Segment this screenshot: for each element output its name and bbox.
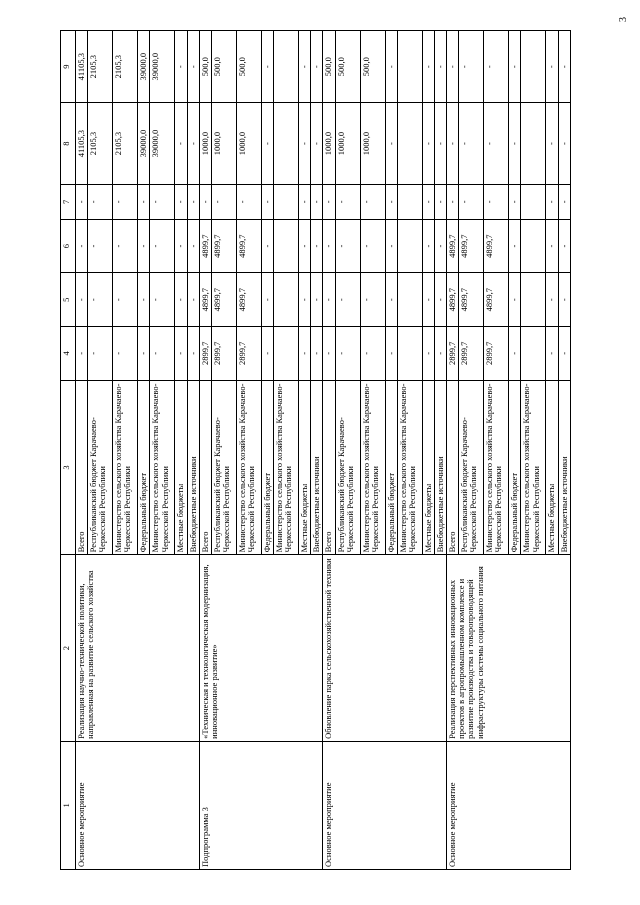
value-cell: - (484, 184, 509, 219)
value-cell: - (335, 184, 360, 219)
value-cell: - (187, 184, 199, 219)
funding-source-cell: Внебюджетные источники (187, 380, 199, 555)
funding-source-cell: Республиканский бюджет Карачаево-Черкесской Республики (335, 380, 360, 555)
value-cell: - (509, 219, 521, 273)
value-cell: - (88, 327, 113, 381)
value-cell: 1000,0 (360, 103, 385, 185)
value-cell: - (546, 327, 558, 381)
block-title-cell: Обновление парка сельскохозяйственной техники (323, 555, 447, 741)
value-cell: 41105,3 (76, 31, 88, 103)
value-cell: - (187, 31, 199, 103)
value-cell: - (211, 184, 236, 219)
value-cell: - (76, 327, 88, 381)
value-cell: - (509, 31, 521, 103)
value-cell: 1000,0 (199, 103, 211, 185)
value-cell: - (311, 273, 323, 327)
value-cell: - (558, 327, 570, 381)
value-cell: - (76, 219, 88, 273)
funding-source-cell: Всего (199, 380, 211, 555)
funding-source-cell: Министерство сельского хозяйства Карачаево-Черкесской Республики (274, 380, 299, 555)
value-cell: 4899,7 (236, 219, 261, 273)
value-cell: - (175, 31, 187, 103)
value-cell: - (76, 273, 88, 327)
value-cell: - (509, 184, 521, 219)
value-cell: - (311, 31, 323, 103)
value-cell: 500,0 (323, 31, 335, 103)
value-cell: - (311, 219, 323, 273)
value-cell: - (261, 219, 273, 273)
value-cell: - (509, 103, 521, 185)
funding-source-cell: Внебюджетные источники (434, 380, 446, 555)
value-cell: - (546, 103, 558, 185)
value-cell: - (335, 219, 360, 273)
header-cell: 4 (61, 327, 76, 381)
value-cell: 39000,0 (138, 31, 150, 103)
funding-source-cell: Республиканский бюджет Карачаево-Черкесской Республики (88, 380, 113, 555)
value-cell: - (447, 184, 459, 219)
funding-source-cell: Министерство сельского хозяйства Карачаево-Черкесской Республики (521, 380, 546, 555)
value-cell: - (558, 273, 570, 327)
value-cell: - (434, 184, 446, 219)
value-cell: - (546, 31, 558, 103)
value-cell: - (261, 31, 273, 103)
value-cell: 1000,0 (236, 103, 261, 185)
value-cell (521, 327, 546, 381)
value-cell: 2105,3 (88, 31, 113, 103)
value-cell (521, 31, 546, 103)
value-cell: 2899,7 (459, 327, 484, 381)
value-cell: - (546, 184, 558, 219)
value-cell: 4899,7 (484, 219, 509, 273)
value-cell (397, 219, 422, 273)
value-cell: - (459, 184, 484, 219)
value-cell: 4899,7 (211, 219, 236, 273)
value-cell: - (434, 273, 446, 327)
value-cell: - (113, 327, 138, 381)
value-cell: 500,0 (360, 31, 385, 103)
value-cell: - (311, 103, 323, 185)
value-cell: 500,0 (335, 31, 360, 103)
block-type-cell: Основное мероприятие (323, 741, 447, 869)
value-cell: - (311, 184, 323, 219)
value-cell: - (138, 273, 150, 327)
value-cell: - (422, 327, 434, 381)
value-cell: - (150, 219, 175, 273)
value-cell (397, 103, 422, 185)
value-cell: - (558, 219, 570, 273)
value-cell: - (261, 327, 273, 381)
header-cell: 5 (61, 273, 76, 327)
value-cell: - (113, 273, 138, 327)
value-cell: - (236, 184, 261, 219)
value-cell: - (175, 219, 187, 273)
funding-source-cell: Федеральный бюджет (138, 380, 150, 555)
value-cell: - (113, 184, 138, 219)
value-cell (397, 31, 422, 103)
funding-source-cell: Местные бюджеты (422, 380, 434, 555)
funding-source-cell: Министерство сельского хозяйства Карачаево-Черкесской Республики (150, 380, 175, 555)
block-title-cell: Реализация перспективных инновационных проектов в агропромышленном комплексе и развитие производства и товаропроводящей инфраструктуры системы социального питания (447, 555, 571, 741)
value-cell: 1000,0 (211, 103, 236, 185)
value-cell: 4899,7 (199, 219, 211, 273)
value-cell: - (323, 184, 335, 219)
funding-source-cell: Местные бюджеты (299, 380, 311, 555)
budget-table (60, 30, 571, 870)
value-cell: 1000,0 (335, 103, 360, 185)
table-row (76, 31, 88, 870)
funding-source-cell: Республиканский бюджет Карачаево-Черкесской Республики (459, 380, 484, 555)
value-cell: 4899,7 (211, 273, 236, 327)
value-cell: 500,0 (211, 31, 236, 103)
value-cell: - (261, 103, 273, 185)
value-cell: - (422, 219, 434, 273)
value-cell: 4899,7 (447, 219, 459, 273)
funding-source-cell: Министерство сельского хозяйства Карачаево-Черкесской Республики (360, 380, 385, 555)
value-cell: - (76, 184, 88, 219)
value-cell (521, 219, 546, 273)
value-cell: 1000,0 (323, 103, 335, 185)
value-cell: - (360, 184, 385, 219)
value-cell: 39000,0 (138, 103, 150, 185)
value-cell (274, 103, 299, 185)
value-cell: - (150, 273, 175, 327)
value-cell: 4899,7 (199, 273, 211, 327)
value-cell: - (459, 31, 484, 103)
value-cell: 2105,3 (88, 103, 113, 185)
value-cell: - (558, 103, 570, 185)
value-cell: - (509, 273, 521, 327)
value-cell: 2105,3 (113, 31, 138, 103)
table-row (323, 31, 335, 870)
funding-source-cell: Местные бюджеты (546, 380, 558, 555)
value-cell: - (558, 184, 570, 219)
value-cell: - (261, 184, 273, 219)
value-cell: - (175, 273, 187, 327)
value-cell: - (187, 327, 199, 381)
value-cell: - (323, 327, 335, 381)
value-cell: - (150, 327, 175, 381)
value-cell: - (385, 31, 397, 103)
funding-source-cell: Министерство сельского хозяйства Карачаево-Черкесской Республики (397, 380, 422, 555)
value-cell: - (385, 273, 397, 327)
value-cell: 500,0 (199, 31, 211, 103)
value-cell: - (422, 103, 434, 185)
value-cell: 2899,7 (199, 327, 211, 381)
funding-source-cell: Республиканский бюджет Карачаево-Черкесской Республики (211, 380, 236, 555)
value-cell: - (261, 273, 273, 327)
value-cell: - (434, 327, 446, 381)
value-cell: - (447, 103, 459, 185)
header-cell: 6 (61, 219, 76, 273)
value-cell (274, 184, 299, 219)
value-cell: - (299, 273, 311, 327)
value-cell (521, 103, 546, 185)
header-row (61, 31, 76, 870)
value-cell: 2899,7 (447, 327, 459, 381)
value-cell: - (484, 31, 509, 103)
value-cell: 2899,7 (211, 327, 236, 381)
funding-source-cell: Внебюджетные источники (311, 380, 323, 555)
funding-source-cell: Внебюджетные источники (558, 380, 570, 555)
value-cell: - (299, 219, 311, 273)
value-cell: - (360, 219, 385, 273)
value-cell: - (199, 184, 211, 219)
table-body (76, 31, 571, 870)
value-cell: - (323, 219, 335, 273)
value-cell: 4899,7 (459, 273, 484, 327)
value-cell: - (335, 327, 360, 381)
value-cell: - (323, 273, 335, 327)
value-cell: - (385, 103, 397, 185)
funding-source-cell: Всего (323, 380, 335, 555)
value-cell: - (434, 31, 446, 103)
value-cell: - (422, 184, 434, 219)
header-cell: 2 (61, 555, 76, 741)
funding-source-cell: Всего (447, 380, 459, 555)
value-cell (397, 273, 422, 327)
value-cell: 2105,3 (113, 103, 138, 185)
funding-source-cell: Всего (76, 380, 88, 555)
value-cell: - (187, 103, 199, 185)
value-cell: - (335, 273, 360, 327)
value-cell: - (299, 31, 311, 103)
block-type-cell: Подпрограмма 3 (199, 741, 323, 869)
header-cell: 8 (61, 103, 76, 185)
value-cell: 39000,0 (150, 31, 175, 103)
value-cell: 4899,7 (459, 219, 484, 273)
value-cell: - (88, 273, 113, 327)
value-cell: - (509, 327, 521, 381)
header-cell: 1 (61, 741, 76, 869)
value-cell: - (187, 273, 199, 327)
value-cell: - (434, 103, 446, 185)
funding-source-cell: Министерство сельского хозяйства Карачаево-Черкесской Республики (113, 380, 138, 555)
value-cell: - (175, 327, 187, 381)
value-cell: - (447, 31, 459, 103)
value-cell: 4899,7 (447, 273, 459, 327)
header-cell: 7 (61, 184, 76, 219)
block-type-cell: Основное мероприятие (447, 741, 571, 869)
value-cell: - (558, 31, 570, 103)
funding-source-cell: Министерство сельского хозяйства Карачаево-Черкесской Республики (484, 380, 509, 555)
value-cell: - (138, 184, 150, 219)
value-cell: - (299, 327, 311, 381)
value-cell: - (175, 184, 187, 219)
value-cell: 2899,7 (236, 327, 261, 381)
value-cell: - (138, 219, 150, 273)
value-cell (521, 273, 546, 327)
value-cell (274, 31, 299, 103)
table-row (199, 31, 211, 870)
funding-source-cell: Министерство сельского хозяйства Карачаево-Черкесской Республики (236, 380, 261, 555)
header-cell: 9 (61, 31, 76, 103)
value-cell: 4899,7 (484, 273, 509, 327)
value-cell: - (360, 327, 385, 381)
page-number: 3 (618, 17, 629, 22)
value-cell: - (484, 103, 509, 185)
value-cell: 500,0 (236, 31, 261, 103)
table-row (447, 31, 459, 870)
value-cell (274, 273, 299, 327)
value-cell: - (422, 273, 434, 327)
header-cell: 3 (61, 380, 76, 555)
value-cell: - (385, 184, 397, 219)
funding-source-cell: Федеральный бюджет (385, 380, 397, 555)
value-cell (521, 184, 546, 219)
value-cell (274, 219, 299, 273)
value-cell (274, 327, 299, 381)
value-cell: 39000,0 (150, 103, 175, 185)
value-cell (397, 327, 422, 381)
value-cell: - (546, 273, 558, 327)
value-cell: - (113, 219, 138, 273)
value-cell: - (175, 103, 187, 185)
value-cell: - (138, 327, 150, 381)
value-cell: 2899,7 (484, 327, 509, 381)
funding-source-cell: Федеральный бюджет (261, 380, 273, 555)
value-cell: - (385, 327, 397, 381)
rotated-table-wrapper (60, 30, 620, 870)
value-cell: 41105,3 (76, 103, 88, 185)
value-cell: - (88, 219, 113, 273)
block-type-cell: Основное мероприятие (76, 741, 200, 869)
value-cell: - (434, 219, 446, 273)
value-cell: - (88, 184, 113, 219)
funding-source-cell: Местные бюджеты (175, 380, 187, 555)
value-cell: - (187, 219, 199, 273)
funding-source-cell: Федеральный бюджет (509, 380, 521, 555)
value-cell: - (150, 184, 175, 219)
value-cell: 4899,7 (236, 273, 261, 327)
value-cell: - (299, 184, 311, 219)
block-title-cell: «Техническая и технологическая модернизация, инновационное развитие» (199, 555, 323, 741)
value-cell: - (311, 327, 323, 381)
value-cell: - (459, 103, 484, 185)
value-cell: - (360, 273, 385, 327)
value-cell: - (385, 219, 397, 273)
value-cell: - (299, 103, 311, 185)
block-title-cell: Реализация научно-технической политики, направленная на развитие сельского хозяйства (76, 555, 200, 741)
value-cell: - (546, 219, 558, 273)
value-cell: - (422, 31, 434, 103)
value-cell (397, 184, 422, 219)
